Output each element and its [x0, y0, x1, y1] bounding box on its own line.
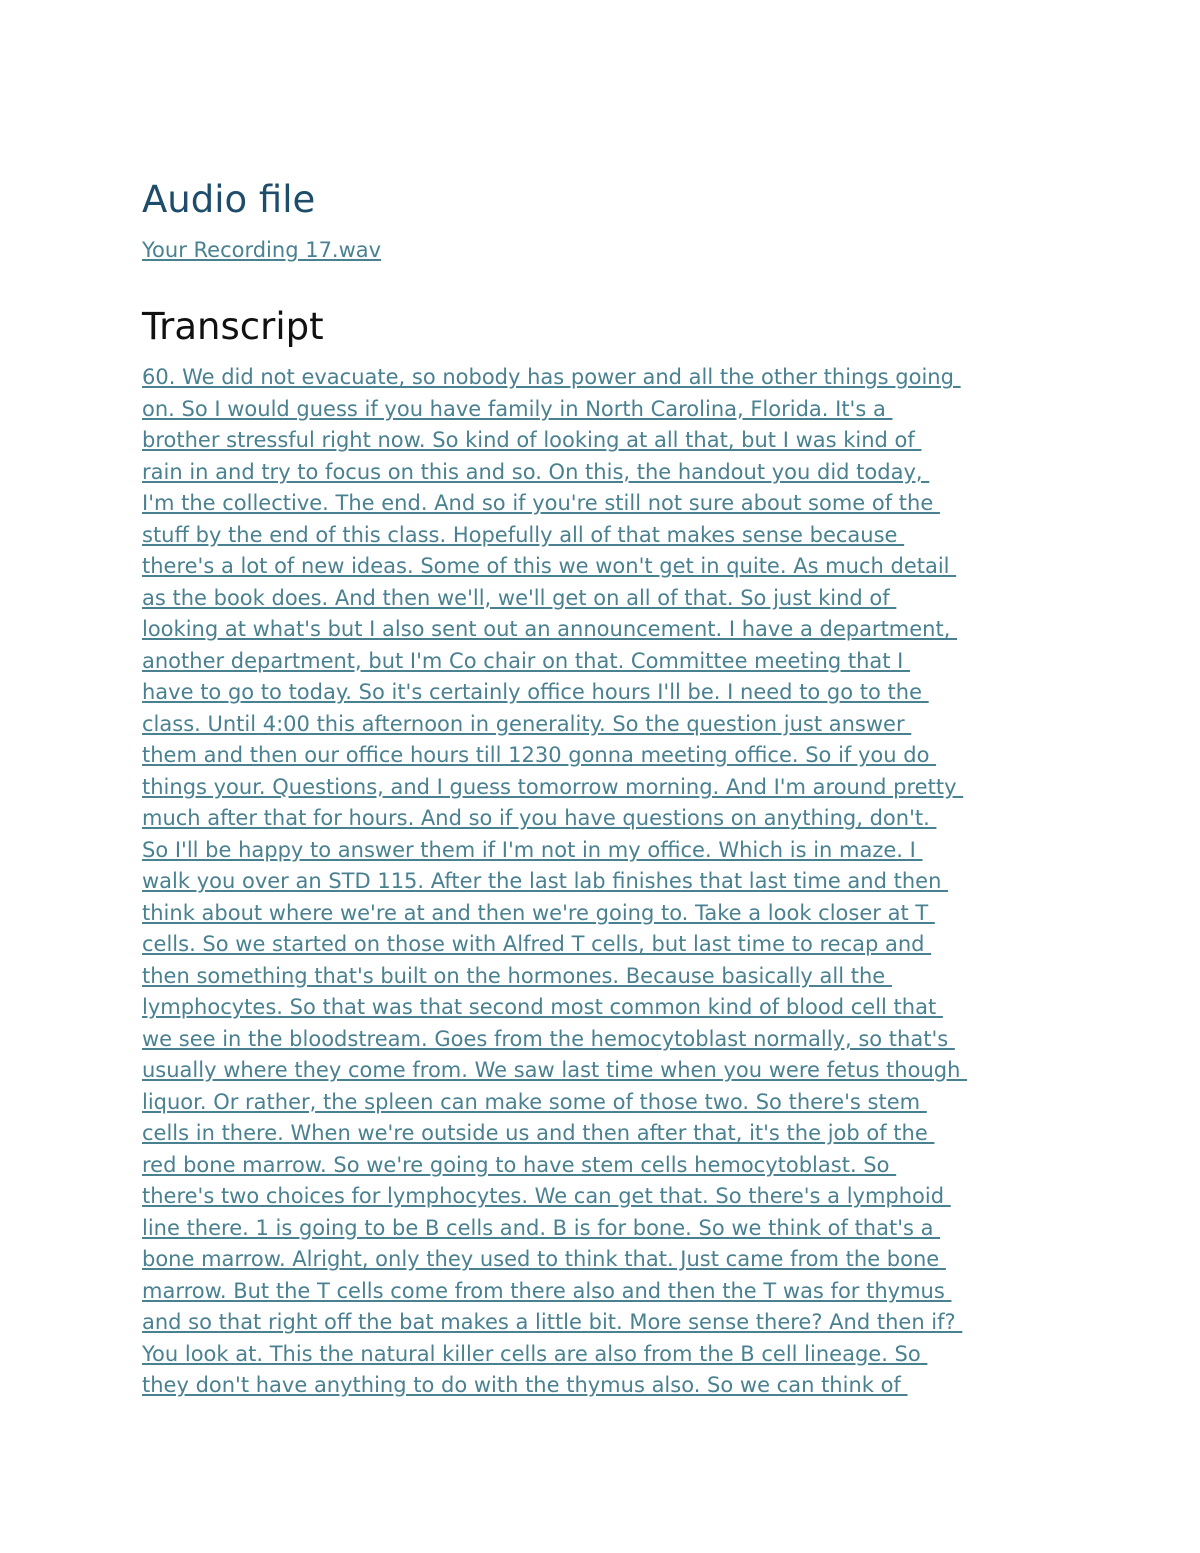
audio-file-heading: Audio file [142, 178, 316, 221]
transcript-line[interactable]: looking at what's but I also sent out an announcement. I have a department, [142, 617, 958, 641]
transcript-line[interactable]: bone marrow. Alright, only they used to think that. Just came from the bone [142, 1247, 946, 1271]
transcript-line[interactable]: 60. We did not evacuate, so nobody has power and all the other things going [142, 365, 961, 389]
transcript-line[interactable]: on. So I would guess if you have family in North Carolina, Florida. It's a [142, 396, 893, 421]
transcript-line[interactable]: marrow. But the T cells come from there also and then the T was for thymus [142, 1278, 952, 1303]
transcript-line[interactable]: So I'll be happy to answer them if I'm not in my office. Which is in maze. I [142, 837, 923, 862]
transcript-line[interactable]: usually where they come from. We saw last time when you were fetus though [142, 1058, 968, 1082]
transcript-line[interactable]: stuff by the end of this class. Hopefully all of that makes sense because [142, 522, 905, 547]
transcript-line[interactable]: think about where we're at and then we're going to. Take a look closer at T [142, 900, 935, 925]
transcript-line[interactable]: cells. So we started on those with Alfred T cells, but last time to recap and [142, 932, 932, 956]
transcript-line[interactable]: I'm the collective. The end. And so if you're still not sure about some of the [142, 491, 940, 515]
transcript-line[interactable]: brother stressful right now. So kind of looking at all that, but I was kind of [142, 428, 922, 452]
transcript-line[interactable]: line there. 1 is going to be B cells and. B is for bone. So we think of that's a [142, 1215, 941, 1240]
transcript-line[interactable]: class. Until 4:00 this afternoon in generality. So the question just answer [142, 711, 912, 736]
transcript-line[interactable]: much after that for hours. And so if you have questions on anything, don't. [142, 806, 937, 830]
transcript-line[interactable]: rain in and try to focus on this and so. On this, the handout you did today, [142, 459, 930, 484]
transcript-heading: Transcript [142, 305, 324, 348]
transcript-line[interactable]: You look at. This the natural killer cells are also from the B cell lineage. So [142, 1341, 928, 1366]
transcript-line[interactable]: red bone marrow. So we're going to have stem cells hemocytoblast. So [142, 1152, 897, 1177]
transcript-line[interactable]: as the book does. And then we'll, we'll get on all of that. So just kind of [142, 585, 897, 610]
transcript-line[interactable]: and so that right off the bat makes a little bit. More sense there? And then if? [142, 1310, 963, 1334]
transcript-line[interactable]: walk you over an STD 115. After the last lab finishes that last time and then [142, 869, 949, 893]
transcript-line[interactable]: there's two choices for lymphocytes. We can get that. So there's a lymphoid [142, 1184, 951, 1208]
transcript-line[interactable]: we see in the bloodstream. Goes from the hemocytoblast normally, so that's [142, 1026, 955, 1051]
transcript-line[interactable]: them and then our office hours till 1230 gonna meeting office. So if you do [142, 743, 937, 767]
transcript-line[interactable]: they don't have anything to do with the thymus also. So we can think of [142, 1373, 908, 1397]
transcript-body [142, 362, 1072, 1402]
transcript-line[interactable]: another department, but I'm Co chair on that. Committee meeting that I [142, 648, 911, 673]
transcript-line[interactable]: cells in there. When we're outside us and then after that, it's the job of the [142, 1121, 935, 1145]
transcript-line[interactable]: have to go to today. So it's certainly office hours I'll be. I need to go to the [142, 680, 929, 704]
transcript-line[interactable]: there's a lot of new ideas. Some of this we won't get in quite. As much detail [142, 554, 957, 578]
transcript-line[interactable]: things your. Questions, and I guess tomorrow morning. And I'm around pretty [142, 774, 964, 799]
audio-file-link[interactable]: Your Recording 17.wav [142, 238, 382, 262]
transcript-line[interactable]: lymphocytes. So that was that second most common kind of blood cell that [142, 995, 943, 1019]
transcript-line[interactable]: then something that's built on the hormones. Because basically all the [142, 963, 892, 988]
transcript-line[interactable]: liquor. Or rather, the spleen can make some of those two. So there's stem [142, 1089, 927, 1114]
